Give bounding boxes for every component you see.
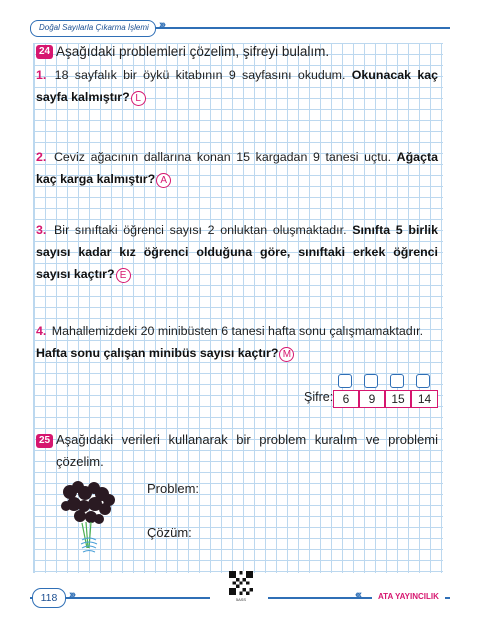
problem-2 bbox=[36, 146, 438, 190]
problem-2-letter: A bbox=[156, 173, 171, 188]
problem-3 bbox=[36, 219, 438, 285]
problem-3-letter: E bbox=[116, 268, 131, 283]
cipher-value-2: 9 bbox=[359, 390, 385, 408]
footer-chevrons-right-icon: ››› bbox=[69, 589, 74, 601]
cipher-letter-box-4[interactable] bbox=[416, 374, 430, 388]
cipher-letter-box-2[interactable] bbox=[364, 374, 378, 388]
activity-25-badge: 25 bbox=[36, 434, 53, 448]
problem-2-text: Ceviz ağacının dallarına konan 15 kargadan 9 tanesi uçtu. bbox=[53, 150, 392, 164]
problem-2-question: Ağaçta kaç karga kalmıştır? bbox=[36, 150, 438, 186]
cipher-letter-box-3[interactable] bbox=[390, 374, 404, 388]
footer-chevrons-left-icon: ‹‹‹ bbox=[355, 589, 360, 601]
problem-4-letter: M bbox=[279, 347, 294, 362]
problem-3-question: Sınıfta 5 birlik sayısı kadar kız öğrenci olduğuna göre, sınıftaki erkek öğrenci sayısı kaçtır? bbox=[36, 223, 438, 281]
problem-1-text: 18 sayfalık bir öykü kitabının 9 sayfasını okudum. bbox=[54, 68, 346, 82]
qr-code-icon[interactable] bbox=[229, 571, 253, 595]
problem-1-number: 1. bbox=[36, 68, 47, 82]
problem-1 bbox=[36, 64, 438, 108]
problem-1-question: Okunacak kaç sayfa kalmıştır? bbox=[36, 68, 438, 104]
qr-code-label: 5ASS bbox=[235, 597, 247, 602]
problem-4 bbox=[36, 320, 438, 364]
flower-bouquet-icon bbox=[58, 478, 120, 556]
page-number: 118 bbox=[32, 588, 66, 608]
cipher-value-4: 14 bbox=[411, 390, 438, 408]
problem-3-text: Bir sınıftaki öğrenci sayısı 2 onluktan oluşmaktadır. bbox=[54, 223, 347, 237]
section-title: Doğal Sayılarla Çıkarma İşlemi bbox=[30, 20, 156, 37]
problem-label: Problem: bbox=[147, 481, 200, 496]
activity-25-instruction: Aşağıdaki verileri kullanarak bir problem kuralım ve problemi çözelim. bbox=[56, 432, 438, 469]
problem-4-text: Mahallemizdeki 20 minibüsten 6 tanesi hafta sonu çalışmamaktadır. bbox=[51, 324, 424, 338]
activity-24-badge: 24 bbox=[36, 45, 53, 59]
problem-3-number: 3. bbox=[36, 223, 47, 237]
problem-2-number: 2. bbox=[36, 150, 47, 164]
problem-1-letter: L bbox=[131, 91, 146, 106]
publisher-logo: ATA YAYINCILIK bbox=[372, 590, 445, 604]
activity-24-instruction: Aşağıdaki problemleri çözelim, şifreyi bulalım. bbox=[56, 44, 330, 59]
problem-4-number: 4. bbox=[36, 324, 47, 338]
cipher-value-3: 15 bbox=[385, 390, 411, 408]
cipher-value-1: 6 bbox=[333, 390, 359, 408]
cipher-label: Şifre: bbox=[304, 390, 334, 404]
cipher-letter-box-1[interactable] bbox=[338, 374, 352, 388]
solution-label: Çözüm: bbox=[147, 525, 192, 540]
header-chevrons-icon: ››› bbox=[159, 19, 164, 31]
problem-4-question: Hafta sonu çalışan minibüs sayısı kaçtır? bbox=[36, 346, 279, 360]
